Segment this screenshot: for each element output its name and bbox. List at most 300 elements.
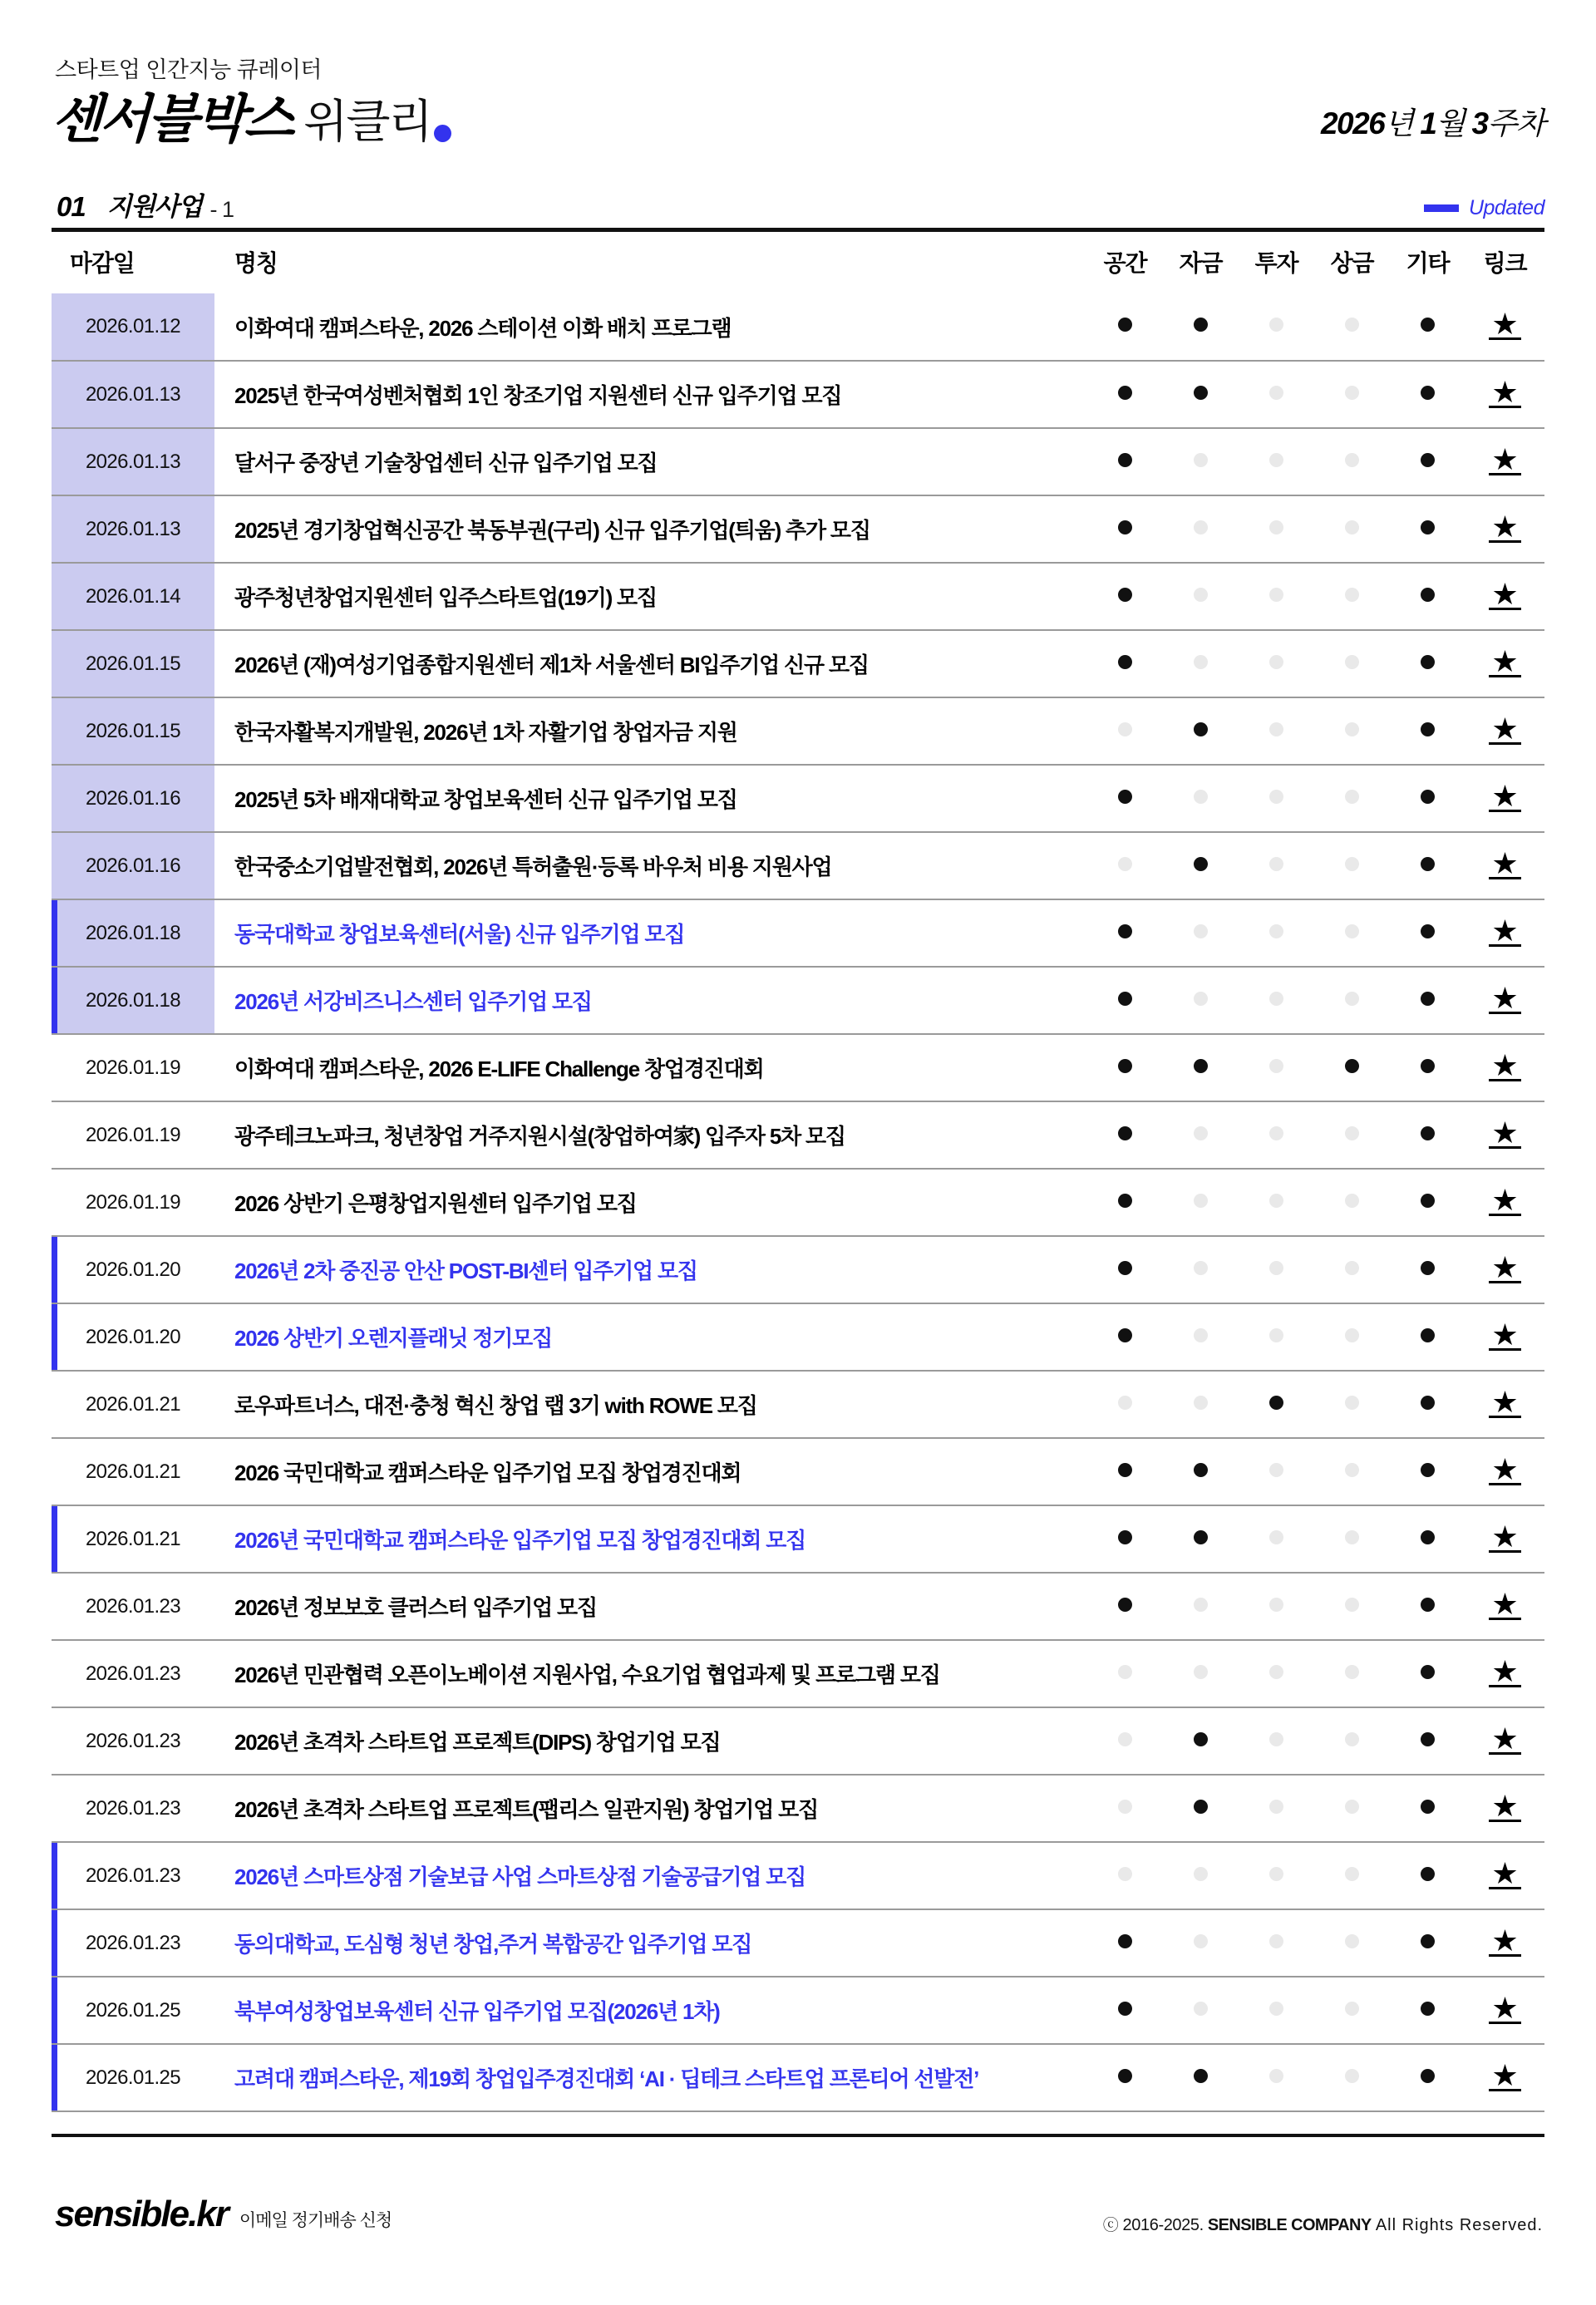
row-deadline-text: 2026.01.19 bbox=[85, 1123, 181, 1146]
row-etc-cell bbox=[1390, 1775, 1465, 1842]
row-investment-cell bbox=[1239, 1438, 1314, 1505]
empty-dot-icon bbox=[1345, 1665, 1359, 1679]
row-title[interactable]: 이화여대 캠퍼스타운, 2026 스테이션 이화 배치 프로그램 bbox=[214, 293, 1087, 361]
filled-dot-icon bbox=[1421, 1463, 1435, 1477]
row-etc-cell bbox=[1390, 361, 1465, 428]
star-icon[interactable]: ★ bbox=[1489, 449, 1520, 475]
row-deadline bbox=[52, 1842, 214, 1909]
row-etc-cell bbox=[1390, 967, 1465, 1034]
row-space-cell bbox=[1087, 1640, 1163, 1707]
star-icon[interactable]: ★ bbox=[1489, 718, 1520, 745]
row-link-cell[interactable] bbox=[1465, 495, 1544, 563]
row-link-cell[interactable] bbox=[1465, 1236, 1544, 1303]
star-icon[interactable]: ★ bbox=[1489, 1930, 1520, 1957]
table-row[interactable] bbox=[52, 1438, 1544, 1505]
star-icon[interactable]: ★ bbox=[1489, 1257, 1520, 1283]
row-link-cell[interactable] bbox=[1465, 832, 1544, 899]
row-link-cell[interactable] bbox=[1465, 1842, 1544, 1909]
row-link-cell[interactable] bbox=[1465, 1371, 1544, 1438]
filled-dot-icon bbox=[1194, 318, 1208, 332]
empty-dot-icon bbox=[1345, 1463, 1359, 1477]
column-header-deadline: 마감일 bbox=[70, 250, 135, 276]
updated-marker-bar bbox=[52, 1237, 57, 1303]
row-funding-cell bbox=[1163, 1707, 1239, 1775]
table-row[interactable] bbox=[52, 1303, 1544, 1371]
row-prize-cell bbox=[1314, 1438, 1390, 1505]
row-title[interactable]: 2026년 서강비즈니스센터 입주기업 모집 bbox=[214, 967, 1087, 1034]
row-link-cell[interactable] bbox=[1465, 1707, 1544, 1775]
empty-dot-icon bbox=[1269, 722, 1283, 736]
row-link-cell[interactable] bbox=[1465, 967, 1544, 1034]
row-prize-cell bbox=[1314, 832, 1390, 899]
issue-month-suffix: 월 bbox=[1436, 106, 1465, 140]
copyright-years: 2016-2025. bbox=[1122, 2216, 1204, 2234]
row-investment-cell bbox=[1239, 1977, 1314, 2044]
row-prize-cell bbox=[1314, 1303, 1390, 1371]
star-icon[interactable]: ★ bbox=[1489, 651, 1520, 677]
row-title[interactable]: 2026년 국민대학교 캠퍼스타운 입주기업 모집 창업경진대회 모집 bbox=[214, 1505, 1087, 1573]
row-funding-cell bbox=[1163, 832, 1239, 899]
row-space-cell bbox=[1087, 1977, 1163, 2044]
table-row[interactable] bbox=[52, 563, 1544, 630]
row-deadline-text: 2026.01.15 bbox=[85, 652, 181, 675]
row-deadline-text: 2026.01.15 bbox=[85, 719, 181, 742]
row-prize-cell bbox=[1314, 563, 1390, 630]
row-title[interactable]: 2026년 초격차 스타트업 프로젝트(DIPS) 창업기업 모집 bbox=[214, 1707, 1087, 1775]
star-icon[interactable]: ★ bbox=[1489, 1526, 1520, 1553]
empty-dot-icon bbox=[1269, 1126, 1283, 1140]
row-prize-cell bbox=[1314, 1909, 1390, 1977]
row-title[interactable]: 2026 상반기 은평창업지원센터 입주기업 모집 bbox=[214, 1169, 1087, 1236]
row-deadline-text: 2026.01.16 bbox=[85, 786, 181, 810]
row-funding-cell bbox=[1163, 697, 1239, 765]
brand-bold-text: 센서블박스 bbox=[50, 91, 293, 149]
empty-dot-icon bbox=[1118, 1396, 1132, 1410]
table-row[interactable] bbox=[52, 1236, 1544, 1303]
row-deadline bbox=[52, 899, 214, 967]
table-row[interactable] bbox=[52, 630, 1544, 697]
row-space-cell bbox=[1087, 293, 1163, 361]
row-funding-cell bbox=[1163, 1775, 1239, 1842]
empty-dot-icon bbox=[1345, 1598, 1359, 1612]
filled-dot-icon bbox=[1421, 1059, 1435, 1073]
row-deadline-text: 2026.01.25 bbox=[85, 2066, 181, 2089]
filled-dot-icon bbox=[1269, 1396, 1283, 1410]
row-investment-cell bbox=[1239, 1640, 1314, 1707]
empty-dot-icon bbox=[1345, 386, 1359, 400]
row-space-cell bbox=[1087, 1909, 1163, 1977]
updated-legend-bar-icon bbox=[1424, 204, 1459, 212]
row-link-cell[interactable] bbox=[1465, 1775, 1544, 1842]
table-row[interactable] bbox=[52, 1842, 1544, 1909]
row-prize-cell bbox=[1314, 697, 1390, 765]
row-etc-cell bbox=[1390, 899, 1465, 967]
row-link-cell[interactable] bbox=[1465, 1303, 1544, 1371]
row-space-cell bbox=[1087, 563, 1163, 630]
section-header bbox=[52, 183, 1544, 223]
empty-dot-icon bbox=[1269, 1194, 1283, 1208]
column-header-space: 공간 bbox=[1103, 250, 1147, 276]
star-icon[interactable]: ★ bbox=[1489, 382, 1520, 408]
row-investment-cell bbox=[1239, 1303, 1314, 1371]
row-deadline-text: 2026.01.20 bbox=[85, 1325, 181, 1348]
row-link-cell[interactable] bbox=[1465, 428, 1544, 495]
empty-dot-icon bbox=[1118, 1867, 1132, 1881]
row-deadline-text: 2026.01.23 bbox=[85, 1729, 181, 1752]
row-deadline bbox=[52, 1236, 214, 1303]
row-prize-cell bbox=[1314, 1842, 1390, 1909]
row-title[interactable]: 2026년 민관협력 오픈이노베이션 지원사업, 수요기업 협업과제 및 프로그램 모집 bbox=[214, 1640, 1087, 1707]
empty-dot-icon bbox=[1345, 1261, 1359, 1275]
empty-dot-icon bbox=[1269, 790, 1283, 804]
table-head bbox=[52, 232, 1544, 293]
row-title[interactable]: 2025년 경기창업혁신공간 북동부권(구리) 신규 입주기업(틔움) 추가 모집 bbox=[214, 495, 1087, 563]
empty-dot-icon bbox=[1345, 790, 1359, 804]
table-row[interactable] bbox=[52, 697, 1544, 765]
star-icon[interactable]: ★ bbox=[1489, 1055, 1520, 1081]
filled-dot-icon bbox=[1118, 924, 1132, 938]
row-prize-cell bbox=[1314, 1707, 1390, 1775]
star-icon[interactable]: ★ bbox=[1489, 1459, 1520, 1485]
star-icon[interactable]: ★ bbox=[1489, 1863, 1520, 1889]
row-link-cell[interactable] bbox=[1465, 1438, 1544, 1505]
row-title[interactable]: 2026년 2차 중진공 안산 POST-BI센터 입주기업 모집 bbox=[214, 1236, 1087, 1303]
star-icon[interactable]: ★ bbox=[1489, 1795, 1520, 1822]
filled-dot-icon bbox=[1421, 1867, 1435, 1881]
filled-dot-icon bbox=[1194, 722, 1208, 736]
row-deadline-text: 2026.01.23 bbox=[85, 1662, 181, 1685]
row-deadline bbox=[52, 361, 214, 428]
row-prize-cell bbox=[1314, 967, 1390, 1034]
star-icon[interactable]: ★ bbox=[1489, 1324, 1520, 1351]
table-row[interactable] bbox=[52, 967, 1544, 1034]
updated-marker-bar bbox=[52, 1304, 57, 1370]
empty-dot-icon bbox=[1345, 857, 1359, 871]
table-header-row bbox=[52, 232, 1544, 293]
row-funding-cell bbox=[1163, 1505, 1239, 1573]
empty-dot-icon bbox=[1269, 857, 1283, 871]
row-link-cell[interactable] bbox=[1465, 1909, 1544, 1977]
table-row[interactable] bbox=[52, 832, 1544, 899]
column-header-investment: 투자 bbox=[1254, 250, 1298, 276]
empty-dot-icon bbox=[1269, 1530, 1283, 1544]
row-title[interactable]: 2026년 스마트상점 기술보급 사업 스마트상점 기술공급기업 모집 bbox=[214, 1842, 1087, 1909]
filled-dot-icon bbox=[1118, 1261, 1132, 1275]
empty-dot-icon bbox=[1269, 1867, 1283, 1881]
row-investment-cell bbox=[1239, 1707, 1314, 1775]
row-link-cell[interactable] bbox=[1465, 1640, 1544, 1707]
table-row[interactable] bbox=[52, 899, 1544, 967]
filled-dot-icon bbox=[1118, 790, 1132, 804]
row-title[interactable]: 2026년 초격차 스타트업 프로젝트(팹리스 일관지원) 창업기업 모집 bbox=[214, 1775, 1087, 1842]
empty-dot-icon bbox=[1269, 386, 1283, 400]
row-deadline bbox=[52, 563, 214, 630]
row-funding-cell bbox=[1163, 1438, 1239, 1505]
star-icon[interactable]: ★ bbox=[1489, 584, 1520, 610]
row-space-cell bbox=[1087, 1438, 1163, 1505]
masthead bbox=[50, 0, 1544, 149]
row-space-cell bbox=[1087, 630, 1163, 697]
filled-dot-icon bbox=[1118, 1463, 1132, 1477]
row-deadline-text: 2026.01.13 bbox=[85, 517, 181, 540]
star-icon[interactable]: ★ bbox=[1489, 516, 1520, 543]
row-title[interactable]: 달서구 중장년 기술창업센터 신규 입주기업 모집 bbox=[214, 428, 1087, 495]
row-funding-cell bbox=[1163, 563, 1239, 630]
table-row[interactable] bbox=[52, 361, 1544, 428]
copyright bbox=[1103, 2213, 1543, 2235]
row-etc-cell bbox=[1390, 1034, 1465, 1101]
row-etc-cell bbox=[1390, 563, 1465, 630]
row-deadline bbox=[52, 832, 214, 899]
star-icon[interactable]: ★ bbox=[1489, 1728, 1520, 1755]
table-row[interactable] bbox=[52, 1707, 1544, 1775]
row-prize-cell bbox=[1314, 2044, 1390, 2111]
empty-dot-icon bbox=[1269, 2069, 1283, 2083]
filled-dot-icon bbox=[1421, 1732, 1435, 1746]
filled-dot-icon bbox=[1421, 790, 1435, 804]
table-row[interactable] bbox=[52, 1371, 1544, 1438]
row-prize-cell bbox=[1314, 361, 1390, 428]
row-title[interactable]: 2026년 (재)여성기업종합지원센터 제1차 서울센터 BI입주기업 신규 모집 bbox=[214, 630, 1087, 697]
empty-dot-icon bbox=[1345, 1396, 1359, 1410]
table-row[interactable] bbox=[52, 1909, 1544, 1977]
empty-dot-icon bbox=[1194, 1396, 1208, 1410]
row-title[interactable]: 2025년 한국여성벤처협회 1인 창조기업 지원센터 신규 입주기업 모집 bbox=[214, 361, 1087, 428]
empty-dot-icon bbox=[1269, 1800, 1283, 1814]
empty-dot-icon bbox=[1345, 588, 1359, 602]
row-prize-cell bbox=[1314, 1101, 1390, 1169]
empty-dot-icon bbox=[1345, 1126, 1359, 1140]
star-icon[interactable]: ★ bbox=[1489, 1122, 1520, 1149]
row-deadline bbox=[52, 967, 214, 1034]
section-name: 지원사업 bbox=[106, 192, 202, 221]
star-icon[interactable]: ★ bbox=[1489, 1997, 1520, 2024]
row-deadline bbox=[52, 1909, 214, 1977]
star-icon[interactable]: ★ bbox=[1489, 1593, 1520, 1620]
star-icon[interactable]: ★ bbox=[1489, 853, 1520, 879]
star-icon[interactable]: ★ bbox=[1489, 988, 1520, 1014]
filled-dot-icon bbox=[1118, 453, 1132, 467]
row-investment-cell bbox=[1239, 1573, 1314, 1640]
footer-divider bbox=[52, 2134, 1544, 2137]
row-title[interactable]: 2026 상반기 오렌지플래닛 정기모집 bbox=[214, 1303, 1087, 1371]
star-icon[interactable]: ★ bbox=[1489, 920, 1520, 947]
row-link-cell[interactable] bbox=[1465, 697, 1544, 765]
filled-dot-icon bbox=[1118, 1126, 1132, 1140]
updated-marker-bar bbox=[52, 1843, 57, 1909]
row-investment-cell bbox=[1239, 2044, 1314, 2111]
row-etc-cell bbox=[1390, 1707, 1465, 1775]
row-link-cell[interactable] bbox=[1465, 1505, 1544, 1573]
issue-year: 2026 bbox=[1320, 106, 1385, 140]
table-row[interactable] bbox=[52, 765, 1544, 832]
table-row[interactable] bbox=[52, 293, 1544, 361]
row-investment-cell bbox=[1239, 1775, 1314, 1842]
row-link-cell[interactable] bbox=[1465, 293, 1544, 361]
row-prize-cell bbox=[1314, 1640, 1390, 1707]
row-prize-cell bbox=[1314, 1371, 1390, 1438]
issue-month: 1 bbox=[1420, 106, 1436, 140]
copyright-rights: All Rights Reserved. bbox=[1375, 2216, 1543, 2234]
row-title[interactable]: 이화여대 캠퍼스타운, 2026 E-LIFE Challenge 창업경진대회 bbox=[214, 1034, 1087, 1101]
row-title[interactable]: 2026 국민대학교 캠퍼스타운 입주기업 모집 창업경진대회 bbox=[214, 1438, 1087, 1505]
table-row[interactable] bbox=[52, 1775, 1544, 1842]
row-deadline bbox=[52, 1505, 214, 1573]
row-space-cell bbox=[1087, 697, 1163, 765]
row-link-cell[interactable] bbox=[1465, 1101, 1544, 1169]
row-deadline bbox=[52, 1707, 214, 1775]
row-title[interactable]: 광주테크노파크, 청년창업 거주지원시설(창업하여家) 입주자 5차 모집 bbox=[214, 1101, 1087, 1169]
row-link-cell[interactable] bbox=[1465, 1034, 1544, 1101]
section-subtitle: - 1 bbox=[209, 197, 234, 222]
updated-marker-bar bbox=[52, 2045, 57, 2110]
empty-dot-icon bbox=[1194, 1598, 1208, 1612]
row-deadline bbox=[52, 495, 214, 563]
row-title[interactable]: 한국자활복지개발원, 2026년 1차 자활기업 창업자금 지원 bbox=[214, 697, 1087, 765]
table-row[interactable] bbox=[52, 428, 1544, 495]
empty-dot-icon bbox=[1345, 1934, 1359, 1948]
table-row[interactable] bbox=[52, 1169, 1544, 1236]
row-funding-cell bbox=[1163, 293, 1239, 361]
row-link-cell[interactable] bbox=[1465, 1169, 1544, 1236]
filled-dot-icon bbox=[1421, 992, 1435, 1006]
row-investment-cell bbox=[1239, 630, 1314, 697]
row-title[interactable]: 2026년 정보보호 클러스터 입주기업 모집 bbox=[214, 1573, 1087, 1640]
issue-year-suffix: 년 bbox=[1384, 106, 1413, 140]
empty-dot-icon bbox=[1345, 722, 1359, 736]
filled-dot-icon bbox=[1194, 1732, 1208, 1746]
filled-dot-icon bbox=[1421, 857, 1435, 871]
empty-dot-icon bbox=[1194, 1328, 1208, 1342]
row-space-cell bbox=[1087, 765, 1163, 832]
table-row[interactable] bbox=[52, 495, 1544, 563]
brand-dot-icon bbox=[434, 125, 451, 142]
row-deadline bbox=[52, 1303, 214, 1371]
column-header-title: 명칭 bbox=[234, 250, 278, 276]
row-link-cell[interactable] bbox=[1465, 2044, 1544, 2111]
row-link-cell[interactable] bbox=[1465, 563, 1544, 630]
row-title[interactable]: 2025년 5차 배재대학교 창업보육센터 신규 입주기업 모집 bbox=[214, 765, 1087, 832]
updated-marker-bar bbox=[52, 968, 57, 1033]
row-space-cell bbox=[1087, 428, 1163, 495]
empty-dot-icon bbox=[1345, 1867, 1359, 1881]
empty-dot-icon bbox=[1345, 2069, 1359, 2083]
row-deadline bbox=[52, 1101, 214, 1169]
empty-dot-icon bbox=[1118, 722, 1132, 736]
row-funding-cell bbox=[1163, 2044, 1239, 2111]
row-etc-cell bbox=[1390, 1573, 1465, 1640]
row-investment-cell bbox=[1239, 1236, 1314, 1303]
row-link-cell[interactable] bbox=[1465, 1573, 1544, 1640]
row-deadline bbox=[52, 428, 214, 495]
row-prize-cell bbox=[1314, 899, 1390, 967]
table-row[interactable] bbox=[52, 1101, 1544, 1169]
row-etc-cell bbox=[1390, 1169, 1465, 1236]
star-icon[interactable]: ★ bbox=[1489, 1189, 1520, 1216]
row-prize-cell bbox=[1314, 1236, 1390, 1303]
row-deadline-text: 2026.01.18 bbox=[85, 988, 181, 1012]
table-body bbox=[52, 293, 1544, 2111]
filled-dot-icon bbox=[1118, 1934, 1132, 1948]
table-row[interactable] bbox=[52, 1640, 1544, 1707]
row-title[interactable]: 북부여성창업보육센터 신규 입주기업 모집(2026년 1차) bbox=[214, 1977, 1087, 2044]
table-row[interactable] bbox=[52, 1977, 1544, 2044]
table-row[interactable] bbox=[52, 1034, 1544, 1101]
row-link-cell[interactable] bbox=[1465, 765, 1544, 832]
row-link-cell[interactable] bbox=[1465, 1977, 1544, 2044]
row-link-cell[interactable] bbox=[1465, 361, 1544, 428]
filled-dot-icon bbox=[1194, 857, 1208, 871]
row-title[interactable]: 한국중소기업발전협회, 2026년 특허출원·등록 바우처 비용 지원사업 bbox=[214, 832, 1087, 899]
row-etc-cell bbox=[1390, 1303, 1465, 1371]
row-space-cell bbox=[1087, 1707, 1163, 1775]
star-icon[interactable]: ★ bbox=[1489, 2065, 1520, 2091]
row-etc-cell bbox=[1390, 1236, 1465, 1303]
empty-dot-icon bbox=[1194, 1934, 1208, 1948]
star-icon[interactable]: ★ bbox=[1489, 313, 1520, 340]
empty-dot-icon bbox=[1269, 1665, 1283, 1679]
empty-dot-icon bbox=[1194, 1261, 1208, 1275]
row-deadline bbox=[52, 765, 214, 832]
row-space-cell bbox=[1087, 832, 1163, 899]
row-title[interactable]: 동의대학교, 도심형 청년 창업,주거 복합공간 입주기업 모집 bbox=[214, 1909, 1087, 1977]
filled-dot-icon bbox=[1421, 588, 1435, 602]
filled-dot-icon bbox=[1118, 1194, 1132, 1208]
row-prize-cell bbox=[1314, 630, 1390, 697]
row-title[interactable]: 동국대학교 창업보육센터(서울) 신규 입주기업 모집 bbox=[214, 899, 1087, 967]
filled-dot-icon bbox=[1194, 386, 1208, 400]
row-deadline bbox=[52, 293, 214, 361]
row-title[interactable]: 고려대 캠퍼스타운, 제19회 창업입주경진대회 ‘AI · 딥테크 스타트업 프론티어 선발전’ bbox=[214, 2044, 1087, 2111]
table-row[interactable] bbox=[52, 2044, 1544, 2111]
brand-light-text: 위클리 bbox=[303, 96, 431, 147]
row-link-cell[interactable] bbox=[1465, 630, 1544, 697]
updated-marker-bar bbox=[52, 1506, 57, 1572]
row-etc-cell bbox=[1390, 1101, 1465, 1169]
table-row[interactable] bbox=[52, 1505, 1544, 1573]
row-funding-cell bbox=[1163, 1034, 1239, 1101]
row-funding-cell bbox=[1163, 1169, 1239, 1236]
empty-dot-icon bbox=[1345, 318, 1359, 332]
issue-week: 3 bbox=[1471, 106, 1488, 140]
empty-dot-icon bbox=[1194, 588, 1208, 602]
filled-dot-icon bbox=[1118, 2002, 1132, 2016]
table-row[interactable] bbox=[52, 1573, 1544, 1640]
row-investment-cell bbox=[1239, 293, 1314, 361]
row-title[interactable]: 광주청년창업지원센터 입주스타트업(19기) 모집 bbox=[214, 563, 1087, 630]
filled-dot-icon bbox=[1421, 2002, 1435, 2016]
footer-subscribe-link[interactable]: 이메일 정기배송 신청 bbox=[239, 2211, 392, 2230]
row-deadline bbox=[52, 1438, 214, 1505]
star-icon[interactable]: ★ bbox=[1489, 1391, 1520, 1418]
updated-marker-bar bbox=[52, 900, 57, 966]
row-deadline bbox=[52, 1977, 214, 2044]
star-icon[interactable]: ★ bbox=[1489, 1661, 1520, 1687]
footer-logo[interactable]: sensible.kr bbox=[55, 2194, 228, 2234]
star-icon[interactable]: ★ bbox=[1489, 786, 1520, 812]
filled-dot-icon bbox=[1118, 318, 1132, 332]
filled-dot-icon bbox=[1118, 992, 1132, 1006]
row-deadline-text: 2026.01.21 bbox=[85, 1460, 181, 1483]
row-funding-cell bbox=[1163, 630, 1239, 697]
row-etc-cell bbox=[1390, 2044, 1465, 2111]
row-deadline-text: 2026.01.12 bbox=[85, 315, 181, 337]
row-link-cell[interactable] bbox=[1465, 899, 1544, 967]
empty-dot-icon bbox=[1345, 1800, 1359, 1814]
row-title[interactable]: 로우파트너스, 대전·충청 혁신 창업 랩 3기 with ROWE 모집 bbox=[214, 1371, 1087, 1438]
row-etc-cell bbox=[1390, 630, 1465, 697]
section-number: 01 bbox=[57, 191, 86, 222]
